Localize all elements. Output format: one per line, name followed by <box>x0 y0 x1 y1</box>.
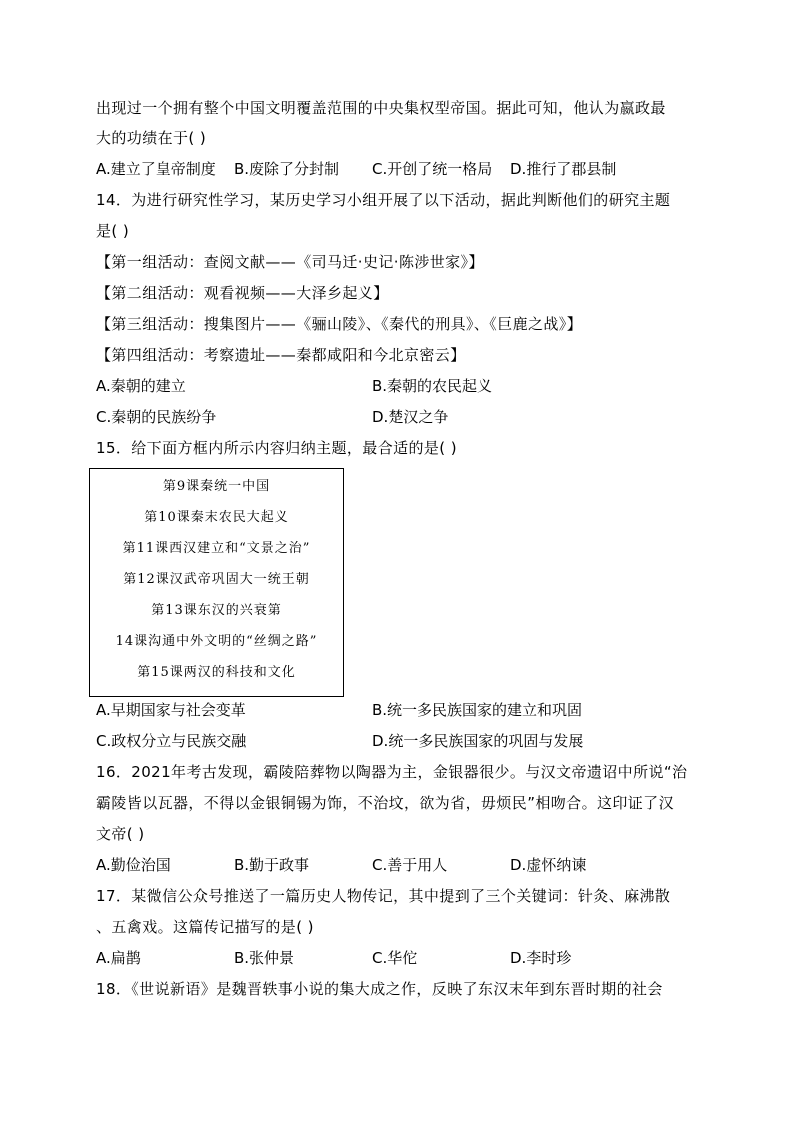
q14-stem-line-1: 14．为进行研究性学习，某历史学习小组开展了以下活动，据此判断他们的研究主题 <box>96 191 671 209</box>
q15-box-line-4: 第12课汉武帝巩固大一统王朝 <box>123 572 310 587</box>
q17-stem-line-2: 、五禽戏。这篇传记描写的是( ) <box>96 918 314 936</box>
q15-lesson-box <box>89 468 344 697</box>
q17-option-b: B.张仲景 <box>234 949 295 967</box>
q16-stem-line-1: 16．2021年考古发现，霸陵陪葬物以陶器为主，金银器很少。与汉文帝遗诏中所说“治 <box>96 763 688 781</box>
q15-box-line-6: 14课沟通中外文明的“丝绸之路” <box>115 634 318 649</box>
q13-stem-line-1: 出现过一个拥有整个中国文明覆盖范围的中央集权型帝国。据此可知，他认为嬴政最 <box>96 99 666 117</box>
q18-stem-line-1: 18．《世说新语》是魏晋轶事小说的集大成之作，反映了东汉末年到东晋时期的社会 <box>96 980 663 998</box>
q14-activity-3: 【第三组活动：搜集图片——《骊山陵》、《秦代的刑具》、《巨鹿之战》】 <box>96 315 583 333</box>
q13-option-a: A.建立了皇帝制度 <box>96 160 216 178</box>
q16-stem-line-2: 霸陵皆以瓦器，不得以金银铜锡为饰，不治坟，欲为省，毋烦民”相吻合。这印证了汉 <box>96 794 674 812</box>
q15-option-c: C.政权分立与民族交融 <box>96 732 247 750</box>
q14-activity-2: 【第二组活动：观看视频——大泽乡起义】 <box>96 284 389 302</box>
q17-stem-line-1: 17．某微信公众号推送了一篇历史人物传记，其中提到了三个关键词：针灸、麻沸散 <box>96 887 671 905</box>
q16-stem-line-3: 文帝( ) <box>96 825 145 843</box>
q14-stem-line-2: 是( ) <box>96 222 130 240</box>
q16-option-c: C.善于用人 <box>372 856 448 874</box>
q15-box-line-2: 第10课秦末农民大起义 <box>144 510 289 525</box>
q14-option-b: B.秦朝的农民起义 <box>372 377 493 395</box>
q13-option-b: B.废除了分封制 <box>234 160 340 178</box>
q14-option-a: A.秦朝的建立 <box>96 377 186 395</box>
q15-box-line-3: 第11课西汉建立和“文景之治” <box>122 541 311 556</box>
q14-option-c: C.秦朝的民族纷争 <box>96 408 217 426</box>
q15-option-b: B.统一多民族国家的建立和巩固 <box>372 701 583 719</box>
q16-option-a: A.勤俭治国 <box>96 856 171 874</box>
q14-activity-1: 【第一组活动：查阅文献——《司马迁·史记·陈涉世家》】 <box>96 253 484 271</box>
q14-option-d: D.楚汉之争 <box>372 408 449 426</box>
q16-option-d: D.虚怀纳谏 <box>510 856 587 874</box>
q15-box-line-1: 第9课秦统一中国 <box>162 479 271 494</box>
q13-option-d: D.推行了郡县制 <box>510 160 617 178</box>
q17-option-d: D.李时珍 <box>510 949 572 967</box>
q14-activity-4: 【第四组活动：考察遗址——秦都咸阳和今北京密云】 <box>96 346 466 364</box>
q15-box-line-7: 第15课两汉的科技和文化 <box>137 665 296 680</box>
q15-stem-line-1: 15．给下面方框内所示内容归纳主题，最合适的是( ) <box>96 439 457 457</box>
q15-option-d: D.统一多民族国家的巩固与发展 <box>372 732 584 750</box>
q13-stem-line-2: 大的功绩在于( ) <box>96 129 207 147</box>
q13-option-c: C.开创了统一格局 <box>372 160 493 178</box>
q16-option-b: B.勤于政事 <box>234 856 310 874</box>
q15-box-line-5: 第13课东汉的兴衰第 <box>151 603 282 618</box>
q15-option-a: A.早期国家与社会变革 <box>96 701 246 719</box>
q17-option-a: A.扁鹊 <box>96 949 141 967</box>
q17-option-c: C.华佗 <box>372 949 418 967</box>
